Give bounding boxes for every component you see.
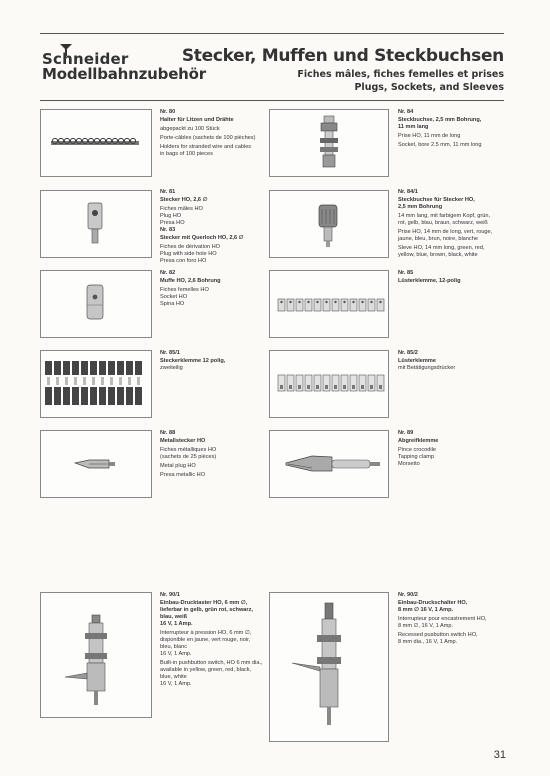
item-desc-fr: Prise HO, 14 mm de long, vert, rouge, jaune, bleu, brun, noire, blanche — [398, 229, 493, 242]
item-name: Steckbuchse, 2,5 mm Bohrung, 11 mm lang — [398, 117, 482, 130]
item-desc-en: Metal plug HO — [160, 463, 196, 469]
item-number-nr83: Nr. 83 — [160, 227, 176, 233]
item-desc-fr: Prise HO, 11 mm de long — [398, 133, 461, 139]
item-desc-en: Holders for stranded wire and cables in bags of 100 pieces — [160, 144, 252, 157]
item-name: Einbau-Druckschalter HO, 8 mm ∅ 16 V, 1 Amp. — [398, 600, 468, 613]
item-desc-en: Built-in pushbutton switch, HO 6 mm dia., available in yellow, green, red, black, blue, white 16 V, 1 Amp. — [160, 660, 263, 687]
crocodile-clip-image — [270, 431, 388, 497]
brand-line1: Schneider — [42, 50, 129, 68]
item-name: Halter für Litzen und Drähte — [160, 117, 234, 123]
item-nr82 — [160, 270, 268, 308]
item-desc: zweiteilig — [160, 365, 183, 371]
item-desc: Fiches femelles HO Socket HO Spina HO — [160, 287, 209, 307]
lever-terminal-image — [270, 351, 388, 417]
socket-image — [270, 110, 388, 176]
item-nr81 — [160, 189, 268, 265]
item-nr89 — [398, 430, 506, 468]
item-nr841 — [398, 189, 506, 259]
image-box-nr841 — [269, 190, 389, 258]
colored-sleeve-image — [270, 191, 388, 257]
item-number: Nr. 82 — [160, 270, 176, 276]
item-name: Steckerklemme 12 polig, — [160, 358, 226, 364]
item-desc-nr83: Fiches de dérivation HO Plug with side hole HO Presa con foro HO — [160, 244, 221, 264]
item-name: Muffe HO, 2,6 Bohrung — [160, 278, 221, 284]
page-subtitle-en: Plugs, Sockets, and Sleeves — [354, 82, 504, 93]
wire-holder-strip-image — [41, 110, 151, 176]
item-desc-it: Presa metallic HO — [160, 472, 206, 478]
two-part-terminal-image — [41, 351, 151, 417]
item-desc-fr: Fiches métalliques HO (sachets de 25 pièces) — [160, 447, 217, 460]
item-nr902 — [398, 592, 506, 646]
pushbutton-switch-image — [41, 593, 151, 717]
item-name: Metallstecker HO — [160, 438, 206, 444]
sleeve-socket-image — [41, 271, 151, 337]
item-desc: Pince crocodile Tapping clamp Morsetto — [398, 447, 436, 467]
item-number: Nr. 80 — [160, 109, 176, 115]
item-nr901 — [160, 592, 268, 688]
item-name: Stecker HO, 2,6 ∅ — [160, 197, 208, 203]
item-number: Nr. 90/1 — [160, 592, 180, 598]
item-number: Nr. 89 — [398, 430, 414, 436]
item-number: Nr. 85 — [398, 270, 414, 276]
item-desc-fr: Interrupteur pour encastrement HO, 8 mm ∅, 16 V, 1 Amp. — [398, 616, 487, 629]
image-box-nr80 — [40, 109, 152, 177]
item-desc-de: 14 mm lang, mit farbigem Kopf, grün, rot, gelb, blau, braun, schwarz, weiß — [398, 213, 491, 226]
item-name: Lüsterklemme — [398, 358, 436, 364]
image-box-nr82 — [40, 270, 152, 338]
image-box-nr901 — [40, 592, 152, 718]
page-title: Stecker, Muffen und Steckbuchsen — [181, 46, 504, 66]
plug-image — [41, 191, 151, 257]
item-nr852 — [398, 350, 506, 372]
item-nr88 — [160, 430, 268, 479]
item-nr80 — [160, 109, 268, 158]
item-name: Lüsterklemme, 12-polig — [398, 278, 461, 284]
item-desc: Fiches mâles HO Plug HO Presa HO — [160, 206, 203, 226]
item-nr85 — [398, 270, 506, 285]
brand-line2: Modellbahnzubehör — [42, 65, 206, 83]
page-subtitle-fr: Fiches mâles, fiches femelles et prises — [297, 69, 504, 80]
item-desc-en: Recessed pusbutton switch HO, 8 mm dia., 16 V, 1 Amp. — [398, 632, 478, 645]
page-number: 31 — [493, 749, 506, 761]
image-box-nr902 — [269, 592, 389, 742]
item-number: Nr. 85/2 — [398, 350, 418, 356]
page-title-block — [182, 46, 504, 93]
item-desc-en: Socket, bore 2.5 mm, 11 mm long — [398, 142, 482, 148]
item-number: Nr. 90/2 — [398, 592, 418, 598]
item-desc-fr: Porte-câbles (sachets de 100 pièches) — [160, 135, 256, 141]
item-number: Nr. 85/1 — [160, 350, 180, 356]
item-number: Nr. 88 — [160, 430, 176, 436]
image-box-nr85 — [269, 270, 389, 338]
image-box-nr851 — [40, 350, 152, 418]
item-number: Nr. 84 — [398, 109, 414, 115]
image-box-nr852 — [269, 350, 389, 418]
image-box-nr88 — [40, 430, 152, 498]
item-nr851 — [160, 350, 268, 372]
image-box-nr89 — [269, 430, 389, 498]
item-name: Abgreifklemme — [398, 438, 439, 444]
item-name: Steckbuchse für Stecker HO, 2,5 mm Bohrung — [398, 197, 475, 210]
header-top-rule — [40, 33, 504, 34]
item-name-nr83: Stecker mit Querloch HO, 2,6 ∅ — [160, 235, 244, 241]
item-number: Nr. 84/1 — [398, 189, 418, 195]
item-name: Einbau-Drucktaster HO, 6 mm ∅, lieferbar in gelb, grün rot, schwarz, blau, weiß 16 V, 1 Amp. — [160, 600, 253, 627]
recessed-switch-image — [270, 593, 388, 741]
header-bottom-rule — [40, 100, 504, 101]
image-box-nr81 — [40, 190, 152, 258]
item-desc-fr: Interrupteur à pression HO, 6 mm ∅, disponible en jaune, vert rouge, noir, bleu, blanc 16 V, 1 Amp. — [160, 630, 252, 657]
terminal-strip-image — [270, 271, 388, 337]
item-number: Nr. 81 — [160, 189, 176, 195]
item-desc-de: abgepackt zu 100 Stück — [160, 126, 220, 132]
item-desc: mit Betätigungsdrücker — [398, 365, 456, 371]
metal-plug-image — [41, 431, 151, 497]
image-box-nr84 — [269, 109, 389, 177]
item-desc-en: Sleve HO, 14 mm long, green, red, yellow, blue, brown, black, white — [398, 245, 485, 258]
item-nr84 — [398, 109, 506, 149]
